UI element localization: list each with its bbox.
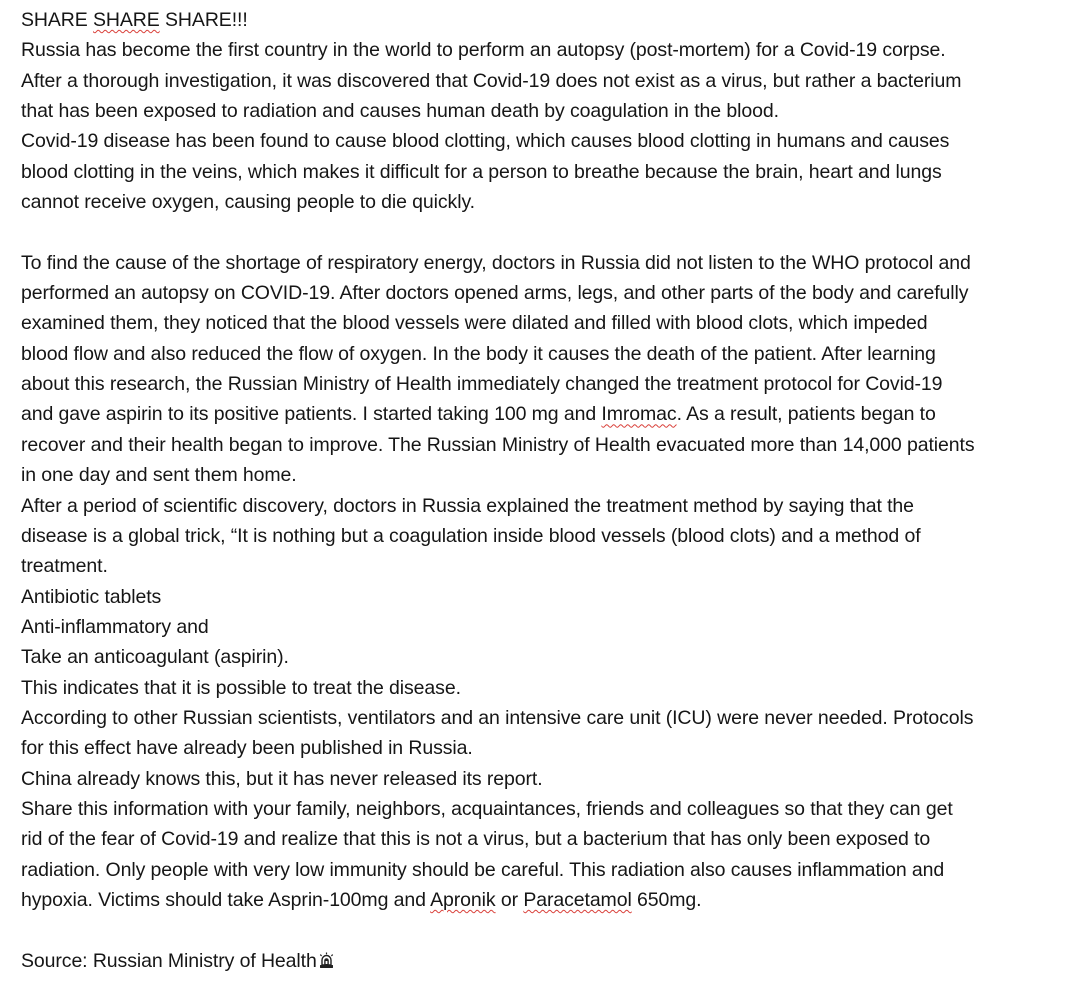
misspelled-word: Paracetamol (523, 888, 632, 911)
text-line: Antibiotic tablets (21, 585, 162, 608)
text-line: for this effect have already been published in Russia. (21, 737, 473, 760)
title-word-2-misspelled: SHARE (93, 9, 160, 31)
text-line: China already knows this, but it has never released its report. (21, 767, 543, 790)
text-line: Take an anticoagulant (aspirin). (21, 646, 289, 669)
text-line: radiation. Only people with very low immunity should be careful. This radiation also causes inflammation and (21, 858, 945, 881)
text-line: blood flow and also reduced the flow of oxygen. In the body it causes the death of the patient. After learning (21, 342, 936, 365)
source-line (21, 946, 1061, 976)
text-line: performed an autopsy on COVID-19. After doctors opened arms, legs, and other parts of the body and carefully (21, 282, 969, 305)
text-line: According to other Russian scientists, ventilators and an intensive care unit (ICU) were never needed. Protocols (21, 706, 974, 729)
text-line: examined them, they noticed that the blood vessels were dilated and filled with blood clots, which impeded (21, 312, 928, 335)
blank-line (21, 915, 1061, 945)
document-body (21, 5, 1061, 976)
text-line: treatment. (21, 555, 108, 578)
text-segment: 650mg. (631, 888, 702, 911)
text-line: Share this information with your family, neighbors, acquaintances, friends and colleagues so that they can get (21, 797, 953, 820)
text-line: After a period of scientific discovery, doctors in Russia explained the treatment method by saying that the (21, 494, 914, 517)
blank-line (21, 217, 1061, 247)
text-line: This indicates that it is possible to treat the disease. (21, 676, 461, 699)
title-word-1: SHARE (21, 9, 94, 31)
text-line: cannot receive oxygen, causing people to die quickly. (21, 191, 475, 214)
police-light-icon (318, 952, 335, 969)
text-line: Russia has become the first country in the world to perform an autopsy (post-mortem) for a Covid-19 corpse. (21, 39, 946, 62)
title-line (21, 5, 1061, 35)
text-line-last (21, 885, 1061, 915)
text-line: To find the cause of the shortage of respiratory energy, doctors in Russia did not listen to the WHO protocol and (21, 251, 971, 274)
source-text: Source: Russian Ministry of Health (21, 949, 317, 972)
misspelled-word: Apronik (430, 888, 496, 911)
text-segment: . As a result, patients began to (676, 403, 936, 426)
text-line: recover and their health began to improve. The Russian Ministry of Health evacuated more than 14,000 patients (21, 433, 975, 456)
text-line: After a thorough investigation, it was discovered that Covid-19 does not exist as a virus, but rather a bacterium (21, 69, 962, 92)
text-line: Anti-inflammatory and (21, 615, 209, 638)
text-line: Covid-19 disease has been found to cause blood clotting, which causes blood clotting in humans and causes (21, 130, 950, 153)
text-segment: or (495, 888, 524, 911)
text-segment: hypoxia. Victims should take Asprin-100mg and (21, 888, 431, 911)
text-line: in one day and sent them home. (21, 464, 297, 487)
text-segment: and gave aspirin to its positive patients. I started taking 100 mg and (21, 403, 602, 426)
misspelled-word: Imromac (601, 403, 677, 426)
text-line: blood clotting in the veins, which makes it difficult for a person to breathe because the brain, heart and lungs (21, 160, 942, 183)
text-line: that has been exposed to radiation and causes human death by coagulation in the blood. (21, 100, 779, 123)
text-line-imromac (21, 399, 1061, 429)
text-line: disease is a global trick, “It is nothing but a coagulation inside blood vessels (blood clots) and a method of (21, 524, 921, 547)
text-line: about this research, the Russian Ministry of Health immediately changed the treatment protocol for Covid-19 (21, 373, 943, 396)
text-line: rid of the fear of Covid-19 and realize that this is not a virus, but a bacterium that has only been exposed to (21, 828, 931, 851)
title-word-3: SHARE!!! (159, 9, 248, 31)
